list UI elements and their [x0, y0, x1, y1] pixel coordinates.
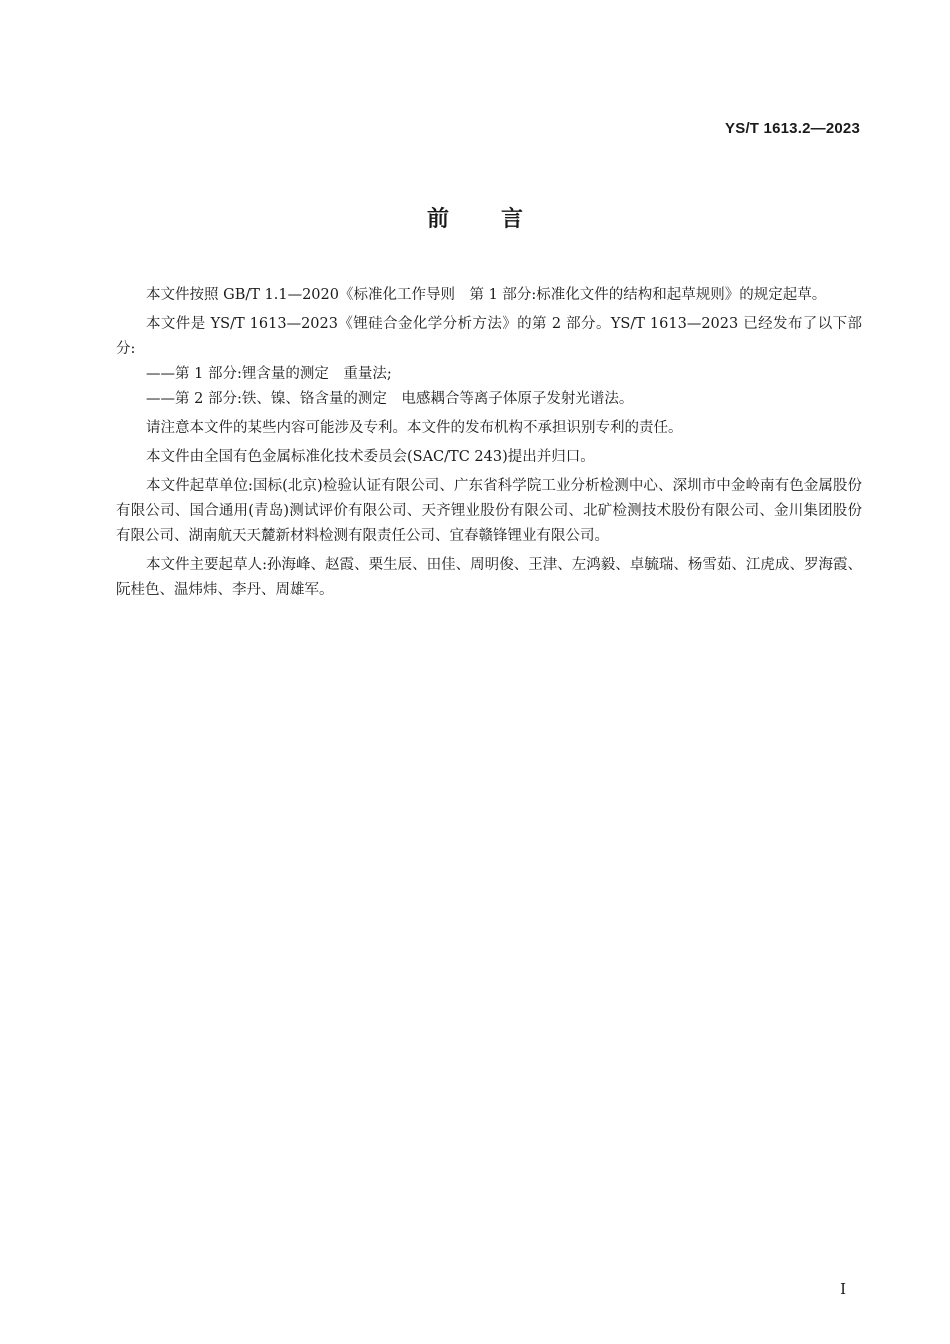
foreword-body [116, 283, 862, 607]
list-item-part-1: ——第 1 部分:锂含量的测定 重量法; [146, 366, 392, 382]
paragraph-drafting-rules: 本文件按照 GB/T 1.1—2020《标准化工作导则 第 1 部分:标准化文件的结构和起草规则》的规定起草。 [146, 287, 827, 303]
paragraph-patent-notice: 请注意本文件的某些内容可能涉及专利。本文件的发布机构不承担识别专利的责任。 [146, 420, 683, 436]
document-code: YS/T 1613.2—2023 [725, 120, 860, 137]
page-title: 前言 [426, 207, 575, 232]
page-number: I [840, 1280, 846, 1298]
list-item-part-2: ——第 2 部分:铁、镍、铬含量的测定 电感耦合等离子体原子发射光谱法。 [146, 391, 634, 407]
paragraph-drafters: 本文件主要起草人:孙海峰、赵霞、栗生辰、田佳、周明俊、王津、左鸿毅、卓毓瑞、杨雪茹、江虎成、罗海霞、阮桂色、温炜炜、李丹、周雄军。 [116, 557, 862, 598]
paragraph-drafting-units: 本文件起草单位:国标(北京)检验认证有限公司、广东省科学院工业分析检测中心、深圳市中金岭南有色金属股份有限公司、国合通用(青岛)测试评价有限公司、天齐锂业股份有限公司、北矿检测技术股份有限公司、金川集团股份有限公司、湖南航天天麓新材料检测有限责任公司、宜春赣锋锂业有限公司。 [116, 478, 862, 544]
paragraph-proposer: 本文件由全国有色金属标准化技术委员会(SAC/TC 243)提出并归口。 [146, 449, 595, 465]
paragraph-part-info: 本文件是 YS/T 1613—2023《锂硅合金化学分析方法》的第 2 部分。YS/T 1613—2023 已经发布了以下部分: [116, 316, 862, 357]
